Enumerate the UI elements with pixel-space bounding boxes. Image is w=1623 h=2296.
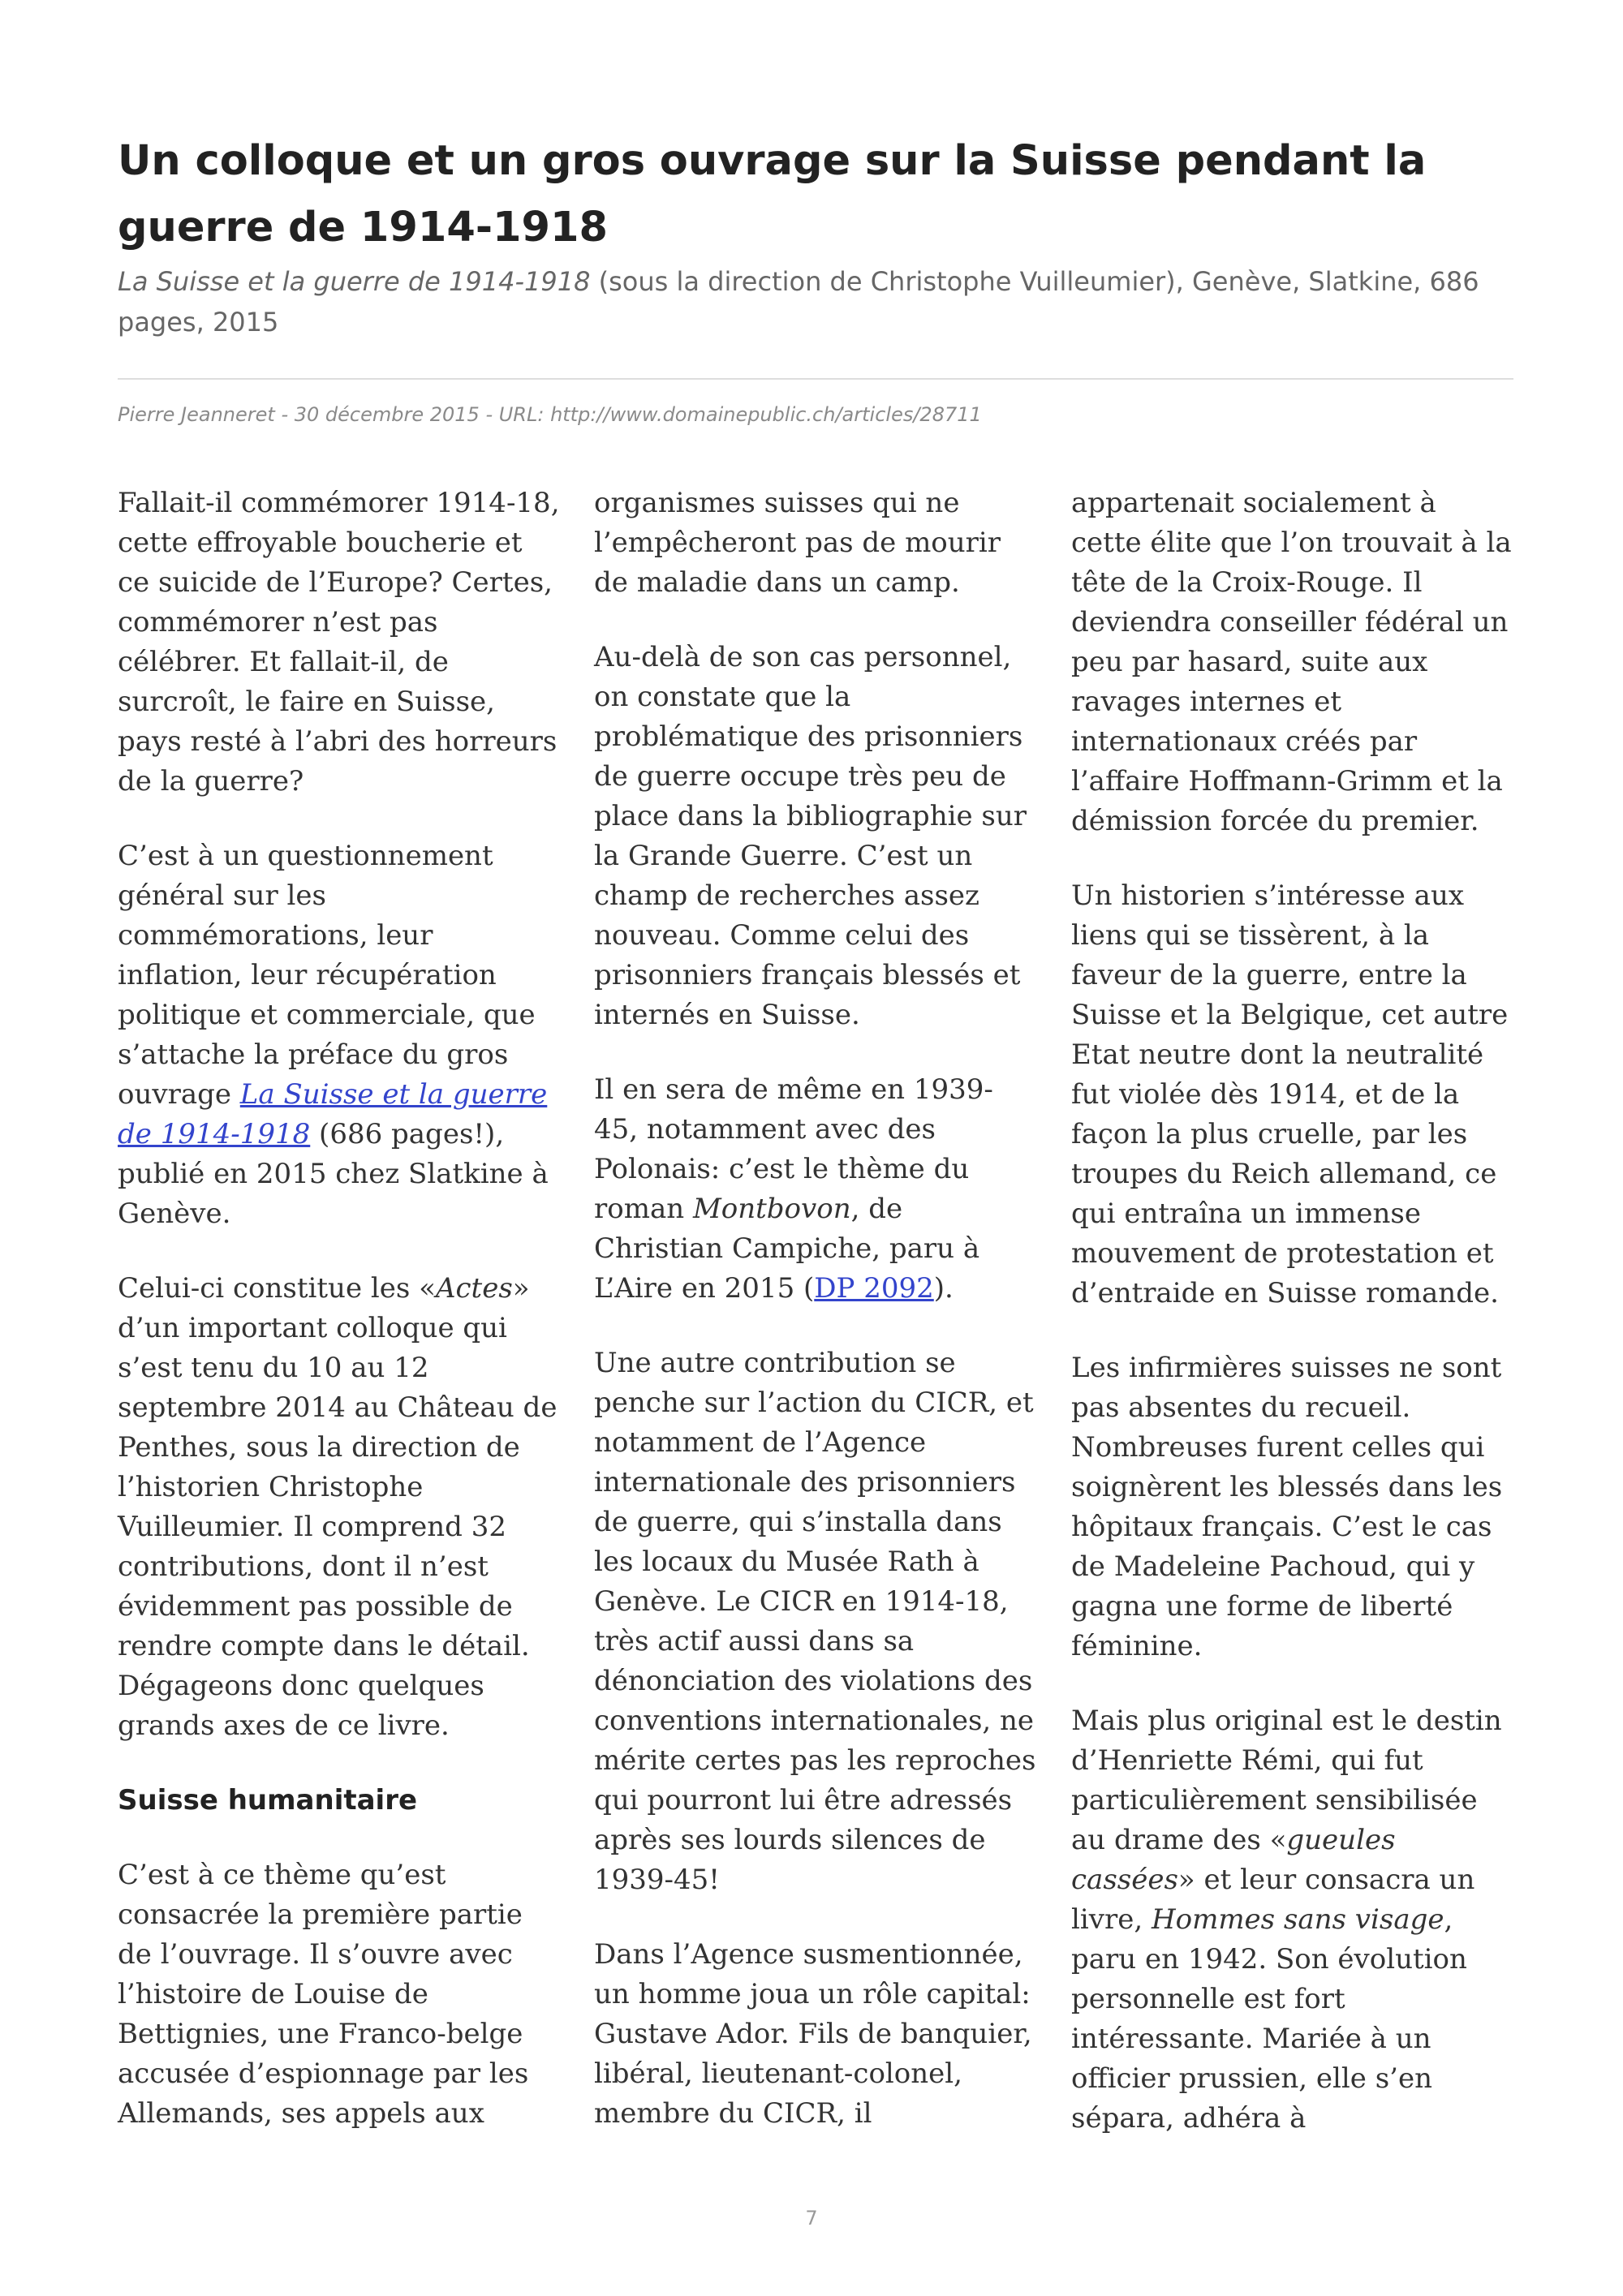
text-run: C’est à un questionnement général sur les commémorations, leur inflation, leur récupération politique et commerciale, que s’attache la préface du gros ouvrage bbox=[118, 840, 536, 1111]
dp-link[interactable]: DP 2092 bbox=[814, 1272, 934, 1305]
text-run: Celui-ci constitue les « bbox=[118, 1272, 436, 1305]
text-run: ). bbox=[933, 1272, 954, 1305]
book-details: (sous la direction de Christophe Vuilleumier), Genève, Slatkine, 686 pages, 2015 bbox=[118, 266, 1479, 338]
paragraph: Fallait-il commémorer 1914-18, cette effroyable boucherie et ce suicide de l’Europe? Certes, commémorer n’est pas célébrer. Et fallait-il, de surcroît, le faire en Suisse, pays resté à l’abri des horreurs de la guerre? bbox=[118, 487, 560, 798]
text-run: Mais plus original est le destin d’Henriette Rémi, qui fut particulièrement sensibilisée au drame des « bbox=[1071, 1705, 1502, 1856]
paragraph: organismes suisses qui ne l’empêcheront pas de mourir de maladie dans un camp. bbox=[594, 487, 1001, 599]
text-column-3 bbox=[1071, 484, 1513, 2173]
article-title: Un colloque et un gros ouvrage sur la Suisse pendant la guerre de 1914-1918 bbox=[118, 137, 1427, 252]
text-run: » et leur consacra un livre, bbox=[1071, 1864, 1475, 1936]
emphasis: Hommes sans visage bbox=[1151, 1903, 1444, 1936]
paragraph: Au-delà de son cas personnel, on constate que la problématique des prisonniers de guerre occupe très peu de place dans la bibliographie sur la Grande Guerre. C’est un champ de recherches assez nouveau. Comme celui des prisonniers français blessés et internés en Suisse. bbox=[594, 641, 1027, 1031]
text-run: , paru en 1942. Son évolution personnelle est fort intéressante. Mariée à un officier prussien, elle s’en sépara, adhéra à bbox=[1071, 1903, 1467, 2135]
paragraph bbox=[594, 1070, 1036, 1309]
paragraph: Une autre contribution se penche sur l’action du CICR, et notamment de l’Agence internationale des prisonniers de guerre, qui s’installa dans les locaux du Musée Rath à Genève. Le CICR en 1914-18, très actif aussi dans sa dénonciation des violations des conventions internationales, ne mérite certes pas les reproches qui pourront lui être adressés après ses lourds silences de 1939-45! bbox=[594, 1347, 1036, 1896]
section-heading: Suisse humanitaire bbox=[118, 1784, 418, 1817]
header-divider bbox=[118, 378, 1513, 380]
paragraph: Dans l’Agence susmentionnée, un homme joua un rôle capital: Gustave Ador. Fils de banquier, libéral, lieutenant-colonel, membre du CICR, il bbox=[594, 1938, 1032, 2130]
book-title: La Suisse et la guerre de 1914-1918 bbox=[118, 266, 591, 297]
text-column-1 bbox=[118, 484, 560, 2169]
article-meta: Pierre Jeanneret - 30 décembre 2015 - URL: http://www.domainepublic.ch/articles/28711 bbox=[118, 403, 982, 426]
book-link[interactable]: La Suisse et la guerre de 1914-1918 bbox=[118, 1078, 548, 1150]
text-column-2 bbox=[594, 484, 1036, 2169]
text-run: Il en sera de même en 1939-45, notamment avec des Polonais: c’est le thème du roman bbox=[594, 1073, 993, 1225]
text-run: (686 pages!), publié en 2015 chez Slatkine à Genève. bbox=[118, 1118, 549, 1230]
text-run: » d’un important colloque qui s’est tenu du 10 au 12 septembre 2014 au Château de Penthes, sous la direction de l’historien Christophe Vuilleumier. Il comprend 32 contributions, dont il n’est évidemment pas possible de rendre compte dans le détail. Dégageons donc quelques grands axes de ce livre. bbox=[118, 1272, 558, 1742]
emphasis: gueules cassées bbox=[1071, 1824, 1396, 1896]
text-run: , de Christian Campiche, paru à L’Aire en 2015 ( bbox=[594, 1193, 980, 1305]
article-subtitle bbox=[118, 261, 1513, 342]
emphasis: Montbovon bbox=[692, 1193, 851, 1225]
page-number: 7 bbox=[805, 2207, 818, 2229]
paragraph bbox=[118, 1269, 560, 1746]
paragraph: Un historien s’intéresse aux liens qui se tissèrent, à la faveur de la guerre, entre la Suisse et la Belgique, cet autre Etat neutre dont la neutralité fut violée dès 1914, et de la façon la plus cruelle, par les troupes du Reich allemand, ce qui entraîna un immense mouvement de protestation et d’entraide en Suisse romande. bbox=[1071, 879, 1509, 1309]
paragraph bbox=[1071, 1701, 1513, 2139]
paragraph: appartenait socialement à cette élite que l’on trouvait à la tête de la Croix-Rouge. Il deviendra conseiller fédéral un peu par hasard, suite aux ravages internes et internationaux créés par l’affaire Hoffmann-Grimm et la démission forcée du premier. bbox=[1071, 487, 1512, 837]
paragraph bbox=[118, 836, 560, 1234]
paragraph: Les infirmières suisses ne sont pas absentes du recueil. Nombreuses furent celles qui soignèrent les blessés dans les hôpitaux français. C’est le cas de Madeleine Pachoud, qui y gagna une forme de liberté féminine. bbox=[1071, 1352, 1503, 1662]
paragraph: C’est à ce thème qu’est consacrée la première partie de l’ouvrage. Il s’ouvre avec l’histoire de Louise de Bettignies, une Franco-belge accusée d’espionnage par les Allemands, ses appels aux bbox=[118, 1859, 529, 2130]
emphasis: Actes bbox=[435, 1272, 513, 1305]
